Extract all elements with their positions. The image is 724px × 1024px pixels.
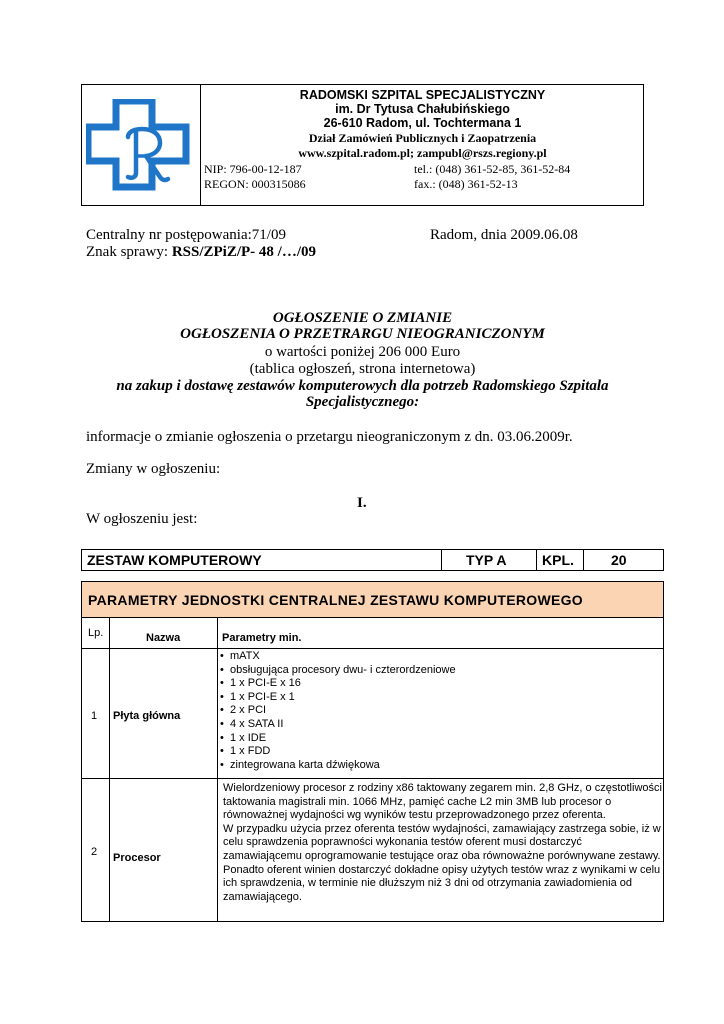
list-item: • 1 x IDE (220, 732, 456, 746)
phone-numbers: tel.: (048) 361-52-85, 361-52-84 (414, 162, 571, 176)
parameters-table (81, 581, 664, 922)
list-item: • 1 x FDD (220, 745, 456, 759)
description-line: Wielordzeniowy procesor z rodziny x86 taktowany zegarem min. 2,8 GHz, o częstotliwości (223, 782, 662, 794)
place-date: Radom, dnia 2009.06.08 (430, 227, 578, 243)
hospital-info (202, 85, 643, 205)
notice-title-line2: OGŁOSZENIA O PRZETRARGU NIEOGRANICZONYM (180, 326, 545, 342)
description-line: taktowania magistrali min. 1066 MHz, pamięć cache L2 min 3MB lub procesor o (223, 795, 612, 808)
product-bar (81, 549, 664, 571)
description-line: Ponadto oferent winien dostarczyć dokładne opisy użytych testów wraz z wynikami w celu (223, 863, 661, 876)
kpl-label: KPL. (542, 552, 574, 568)
nip-number: NIP: 796-00-12-187 (204, 162, 302, 176)
letterhead (81, 84, 644, 206)
product-quantity: 20 (611, 552, 627, 568)
col-header-lp: Lp. (88, 627, 104, 639)
parameters-title: PARAMETRY JEDNOSTKI CENTRALNEJ ZESTAWU KOMPUTEROWEGO (82, 582, 663, 618)
description-line: zamawiającego. (223, 890, 302, 903)
row1-name: Płyta główna (113, 710, 181, 722)
notice-subject-line2: Specjalistycznego: (305, 394, 420, 410)
col-header-name: Nazwa (146, 632, 181, 644)
hospital-name: RADOMSKI SZPITAL SPECJALISTYCZNY (299, 88, 546, 102)
hospital-department: Dział Zamówień Publicznych i Zaopatrzenia (308, 131, 537, 145)
list-item: • zintegrowana karta dźwiękowa (220, 759, 456, 773)
list-item: • obsługująca procesory dwu- i czterordzeniowe (220, 664, 456, 678)
product-name: ZESTAW KOMPUTEROWY (87, 552, 262, 568)
case-number: Centralny nr postępowania:71/09 (86, 227, 286, 243)
description-line: równoważnej wydajności wg wyników testu przeprowadzonego przez oferenta. (223, 809, 606, 822)
fax-number: fax.: (048) 361-52-13 (414, 177, 518, 191)
hospital-web-email: www.szpital.radom.pl; zampubl@rszs.regiony.pl (298, 146, 547, 160)
list-item: • 1 x PCI-E x 16 (220, 677, 456, 691)
product-type: TYP A (466, 552, 507, 568)
change-info: informacje o zmianie ogłoszenia o przetargu nieograniczonym z dn. 03.06.2009r. (86, 429, 573, 445)
row2-lp: 2 (91, 846, 98, 858)
row2-name: Procesor (113, 852, 161, 864)
section-number: I. (357, 495, 367, 511)
case-sign (86, 243, 316, 261)
list-item: • 2 x PCI (220, 704, 456, 718)
changes-heading: Zmiany w ogłoszeniu: (86, 461, 221, 477)
case-sign-label: Znak sprawy: (86, 244, 172, 260)
description-line: W przypadku użycia przez oferenta testów wydajności, zamawiający zastrzega sobie, iż w (223, 822, 661, 835)
list-item: • mATX (220, 650, 456, 664)
case-sign-value: RSS/ZPiZ/P- 48 /…/09 (171, 244, 316, 260)
description-line: celu sprawdzenia poprawności wykonania testów oferent musi dostarczyć (223, 836, 582, 849)
list-item: • 1 x PCI-E x 1 (220, 691, 456, 705)
notice-title-line1: OGŁOSZENIE O ZMIANIE (272, 310, 453, 326)
notice-value: o wartości poniżej 206 000 Euro (264, 344, 461, 360)
notice-subject-line1: na zakup i dostawę zestawów komputerowych dla potrzeb Radomskiego Szpitala (116, 378, 609, 394)
hospital-patron: im. Dr Tytusa Chałubińskiego (335, 102, 510, 116)
hospital-logo-icon (86, 99, 190, 191)
logo-cell (82, 85, 201, 205)
col-header-params: Parametry min. (222, 632, 302, 644)
row1-parameters-list (220, 650, 456, 772)
list-item: • 4 x SATA II (220, 718, 456, 732)
row2-description (223, 782, 663, 904)
notice-publication: (tablica ogłoszeń, strona internetowa) (249, 361, 476, 377)
regon-number: REGON: 000315086 (204, 177, 306, 191)
description-line: zamawiającemu oprogramowanie testujące oraz oba równoważne porównywane zestawy. (223, 849, 661, 862)
hospital-address: 26-610 Radom, ul. Tochtermana 1 (323, 116, 522, 130)
is-label: W ogłoszeniu jest: (86, 511, 198, 527)
description-line: ich sprawdzenia, w terminie nie dłuższym niż 3 dni od otrzymania zawiadomienia od (223, 877, 633, 890)
row1-lp: 1 (91, 710, 98, 722)
